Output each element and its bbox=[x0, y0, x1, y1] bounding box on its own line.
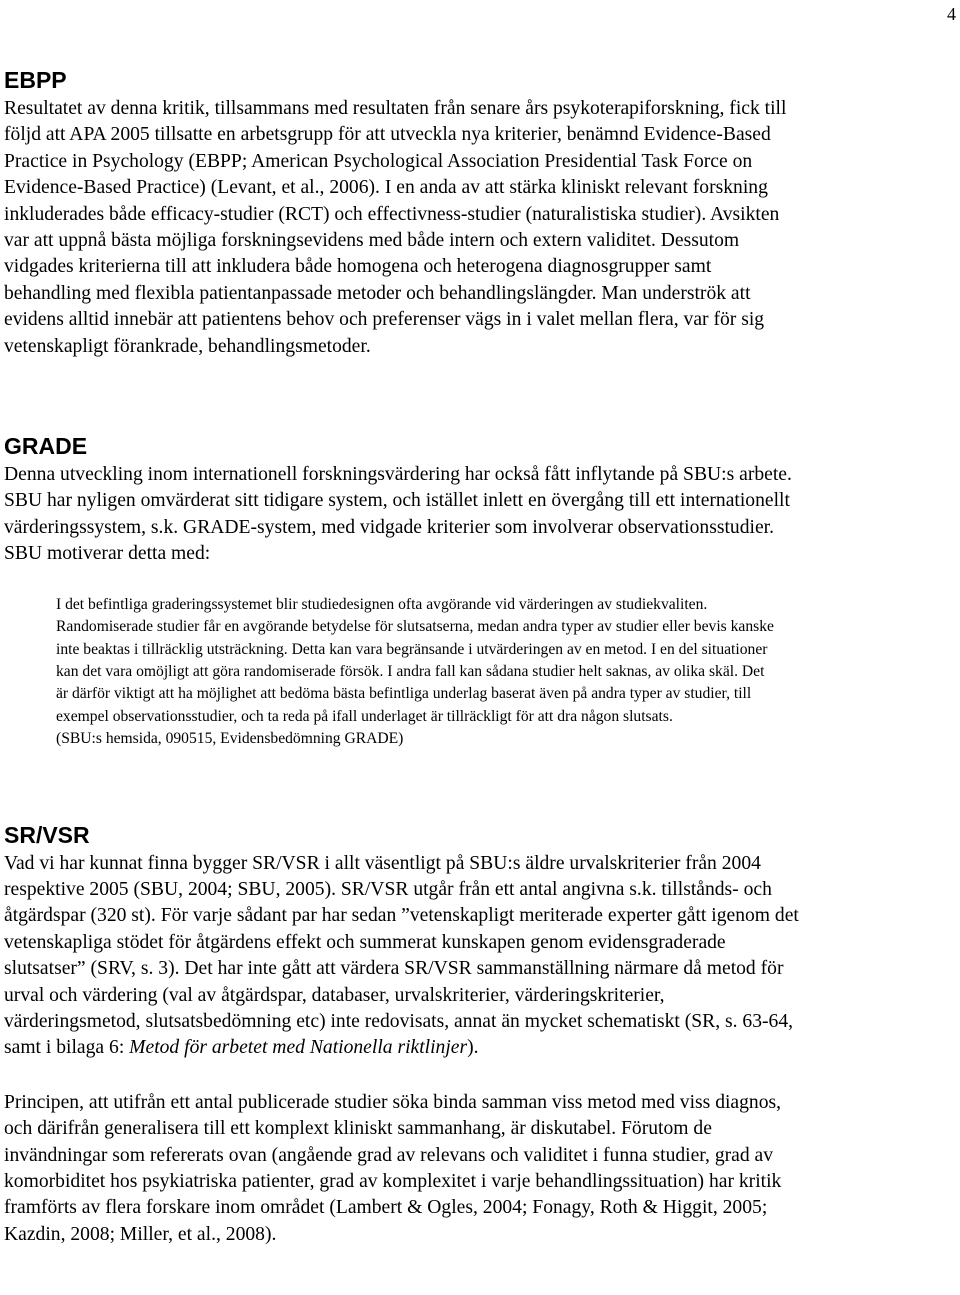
section-grade bbox=[4, 432, 958, 750]
grade-paragraph bbox=[4, 462, 958, 568]
quote-line: är därför viktigt att ha möjlighet att bedöma bästa befintliga underlag baserat även på andra typer av studier, till bbox=[56, 685, 752, 703]
text-line: värderingssystem, s.k. GRADE-system, med vidgade kriterier som involverar observationsstudier. bbox=[4, 516, 774, 538]
section-ebpp bbox=[4, 66, 958, 360]
quote-line: inte beaktas i tillräcklig utsträckning. Detta kan vara begränsande i utvärderingen av en metod. I en del situationer bbox=[56, 640, 768, 658]
text-line: komorbiditet hos psykiatriska patienter, grad av komplexitet i varje behandlingssituation) har kritik bbox=[4, 1171, 782, 1192]
quote-citation: (SBU:s hemsida, 090515, Evidensbedömning GRADE) bbox=[56, 730, 404, 748]
text-line: Kazdin, 2008; Miller, et al., 2008). bbox=[4, 1223, 277, 1245]
text-line: urval och värdering (val av åtgärdspar, databaser, urvalskriterier, värderingskriterier, bbox=[4, 984, 665, 1006]
text-line: inkluderades både efficacy-studier (RCT) och effectivness-studier (naturalistiska studier). Avsikten bbox=[4, 203, 780, 225]
text-line: värderingsmetod, slutsatsbedömning etc) inte redovisats, annat än mycket schematiskt (SR, s. 63-64, bbox=[4, 1010, 794, 1032]
section-heading-grade: GRADE bbox=[4, 433, 88, 460]
text-line: SBU har nyligen omvärderat sitt tidigare system, och istället inlett en övergång till ett internationellt bbox=[4, 490, 790, 512]
quote-line: Randomiserade studier får en avgörande betydelse för slutsatserna, medan andra typer av studier eller bevis kanske bbox=[56, 618, 774, 636]
text-line: vetenskapligt förankrade, behandlingsmetoder. bbox=[4, 335, 371, 357]
text-line: Practice in Psychology (EBPP; American Psychological Association Presidential Task Force on bbox=[4, 150, 753, 172]
text-line: evidens alltid innebär att patientens behov och preferenser vägs in i valet mellan flera, var för sig bbox=[4, 309, 765, 331]
text-line: Vad vi har kunnat finna bygger SR/VSR i allt väsentligt på SBU:s äldre urvalskriterier från 2004 bbox=[4, 852, 761, 874]
ebpp-paragraph bbox=[4, 96, 958, 360]
text-line: var att uppnå bästa möjliga forskningsevidens med både intern och extern validitet. Dessutom bbox=[4, 230, 740, 252]
text-line bbox=[4, 1035, 958, 1061]
italic-title: Metod för arbetet med Nationella riktlinjer bbox=[129, 1037, 468, 1059]
text-line: SBU motiverar detta med: bbox=[4, 543, 211, 565]
text-line: behandling med flexibla patientanpassade metoder och behandlingslängder. Man underströk att bbox=[4, 282, 751, 304]
document-body bbox=[4, 66, 958, 1248]
text-line: framförts av flera forskare inom området (Lambert & Ogles, 2004; Fonagy, Roth & Higgit, 2005; bbox=[4, 1197, 768, 1219]
text-line: Resultatet av denna kritik, tillsammans med resultaten från senare års psykoterapiforskning, fick till bbox=[4, 98, 787, 119]
text-line: invändningar som refererats ovan (angående grad av relevans och validitet i funna studier, grad av bbox=[4, 1144, 774, 1166]
text-line: vidgades kriterierna till att inkludera både homogena och heterogena diagnosgrupper samt bbox=[4, 256, 712, 278]
text-line: följd att APA 2005 tillsatte en arbetsgrupp för att utveckla nya kriterier, benämnd Evidence-Based bbox=[4, 124, 771, 146]
text-line: åtgärdspar (320 st). För varje sådant par har sedan ”vetenskapligt meriterade experter gått igenom det bbox=[4, 905, 799, 927]
text-segment: ). bbox=[467, 1037, 479, 1059]
text-line: vetenskapliga stödet för åtgärdens effekt och summerat kunskapen genom evidensgraderade bbox=[4, 931, 726, 953]
section-srvsr bbox=[4, 821, 958, 1249]
text-line: respektive 2005 (SBU, 2004; SBU, 2005). SR/VSR utgår från ett antal angivna s.k. tillstånds- och bbox=[4, 878, 772, 900]
srvsr-paragraph-2 bbox=[4, 1090, 958, 1248]
text-line: Principen, att utifrån ett antal publicerade studier söka binda samman viss metod med viss diagnos, bbox=[4, 1091, 782, 1113]
sbu-quote bbox=[56, 594, 958, 751]
section-heading-srvsr: SR/VSR bbox=[4, 821, 90, 848]
text-segment: samt i bilaga 6: bbox=[4, 1037, 130, 1059]
quote-line: kan det vara omöjligt att göra randomiserade försök. I andra fall kan sådana studier helt saknas, av olika skäl. Det bbox=[56, 662, 765, 680]
text-line: och därifrån generalisera till ett komplext kliniskt sammanhang, är diskutabel. Förutom de bbox=[4, 1118, 712, 1140]
text-line: Evidence-Based Practice) (Levant, et al., 2006). I en anda av att stärka kliniskt relevant forskning bbox=[4, 177, 768, 199]
quote-line: exempel observationsstudier, och ta reda på ifall underlaget är tillräckligt för att dra någon slutsats. bbox=[56, 707, 673, 725]
srvsr-paragraph-1 bbox=[4, 851, 958, 1062]
page-number: 4 bbox=[947, 4, 956, 24]
section-heading-ebpp: EBPP bbox=[4, 67, 67, 93]
text-line: Denna utveckling inom internationell forskningsvärdering har också fått inflytande på SBU:s arbete. bbox=[4, 464, 792, 486]
quote-line: I det befintliga graderingssystemet blir studiedesignen ofta avgörande vid värderingen av studiekvaliten. bbox=[56, 595, 708, 613]
text-line: slutsatser” (SRV, s. 3). Det har inte gått att värdera SR/VSR sammanställning närmare då metod för bbox=[4, 958, 784, 980]
